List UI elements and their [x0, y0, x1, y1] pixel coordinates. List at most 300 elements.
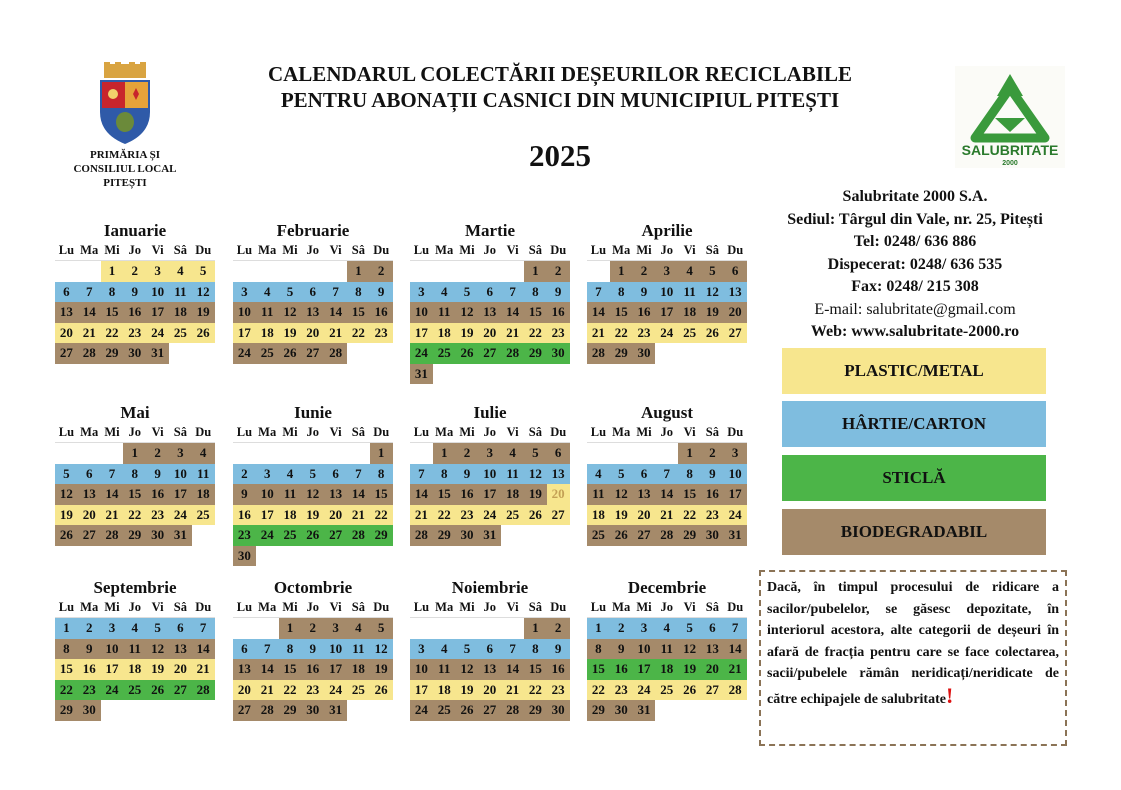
calendar-day: 6	[724, 261, 747, 282]
calendar-day: 17	[324, 659, 347, 680]
company-email[interactable]: E-mail: salubritate@gmail.com	[814, 300, 1016, 318]
month-name: Martie	[464, 221, 516, 240]
calendar-day: 10	[256, 484, 279, 505]
calendar-day: 22	[55, 680, 78, 701]
weekday-header: Vi	[501, 423, 524, 443]
calendar-day: 18	[501, 484, 524, 505]
calendar-day: 16	[123, 302, 146, 323]
calendar-day: 4	[279, 464, 302, 485]
calendar-day: 18	[169, 302, 192, 323]
calendar-day: 23	[123, 323, 146, 344]
calendar-day: 13	[78, 484, 101, 505]
weekday-header: Lu	[55, 241, 78, 261]
calendar-day: 16	[633, 302, 656, 323]
calendar-day: 23	[301, 680, 324, 701]
calendar-day: 11	[256, 302, 279, 323]
calendar-day: 15	[370, 484, 393, 505]
calendar-day: 18	[433, 680, 456, 701]
calendar-day: 13	[169, 639, 192, 660]
calendar-day: 12	[370, 639, 393, 660]
month-august	[587, 403, 747, 546]
calendar-day: 22	[610, 323, 633, 344]
month-days-grid	[587, 598, 747, 721]
calendar-day: 10	[169, 464, 192, 485]
calendar-day: 22	[347, 323, 370, 344]
calendar-day: 20	[324, 505, 347, 526]
calendar-day: 25	[433, 343, 456, 364]
calendar-day: 3	[233, 282, 256, 303]
month-days-grid	[410, 423, 570, 546]
calendar-day: 30	[547, 700, 570, 721]
weekday-header: Lu	[410, 423, 433, 443]
calendar-day: 19	[701, 302, 724, 323]
calendar-day: 11	[192, 464, 215, 485]
calendar-day: 26	[701, 323, 724, 344]
weekday-header: Vi	[678, 241, 701, 261]
calendar-day: 11	[655, 639, 678, 660]
calendar-day: 19	[301, 505, 324, 526]
calendar-day: 7	[587, 282, 610, 303]
calendar-day: 4	[501, 443, 524, 464]
month-februarie	[233, 221, 393, 364]
legend-biodegradable: BIODEGRADABIL	[782, 509, 1046, 555]
empty-day	[456, 618, 479, 639]
calendar-day: 8	[123, 464, 146, 485]
weekday-header: Mi	[633, 423, 656, 443]
calendar-day: 7	[324, 282, 347, 303]
page-subtitle: PENTRU ABONAȚII CASNICI DIN MUNICIPIUL PITEȘTI	[280, 88, 840, 112]
weekday-header: Ma	[78, 423, 101, 443]
calendar-day: 29	[587, 700, 610, 721]
empty-day	[501, 261, 524, 282]
calendar-day: 31	[724, 525, 747, 546]
calendar-day: 5	[55, 464, 78, 485]
calendar-day: 13	[233, 659, 256, 680]
weekday-header: Ma	[256, 598, 279, 618]
month-name: Mai	[120, 403, 150, 422]
calendar-day: 6	[478, 282, 501, 303]
calendar-day: 19	[192, 302, 215, 323]
weekday-header: Vi	[324, 241, 347, 261]
logo-subtext: 2000	[1002, 160, 1018, 167]
exclamation-mark: !	[945, 682, 954, 708]
calendar-day: 12	[146, 639, 169, 660]
month-noiembrie	[410, 578, 570, 721]
calendar-day: 20	[301, 323, 324, 344]
calendar-day: 11	[587, 484, 610, 505]
calendar-day: 6	[78, 464, 101, 485]
empty-day	[55, 443, 78, 464]
empty-day	[410, 261, 433, 282]
calendar-day: 18	[123, 659, 146, 680]
month-name: Decembrie	[627, 578, 707, 597]
calendar-day: 28	[256, 700, 279, 721]
weekday-header: Ma	[256, 423, 279, 443]
weekday-header: Mi	[101, 423, 124, 443]
calendar-day: 18	[256, 323, 279, 344]
calendar-day: 18	[279, 505, 302, 526]
empty-day	[410, 443, 433, 464]
notice-text: Dacă, în timpul procesului de ridicare a sacilor/pubelelor, se găsesc depozitate, în interiorul acestora, alte categorii de deșeuri în afară de fracția pentru care se face colectarea, sacii/pubelele rămân neridicați/neridicate de către echipajele de salubritate	[767, 580, 1059, 707]
calendar-day: 12	[678, 639, 701, 660]
calendar-day: 15	[55, 659, 78, 680]
calendar-day: 7	[347, 464, 370, 485]
weekday-header: Lu	[233, 241, 256, 261]
month-days-grid	[233, 241, 393, 364]
calendar-day: 27	[169, 680, 192, 701]
calendar-day: 2	[301, 618, 324, 639]
calendar-day: 4	[587, 464, 610, 485]
calendar-day: 2	[547, 261, 570, 282]
month-days-grid	[233, 598, 393, 721]
calendar-day: 28	[347, 525, 370, 546]
empty-day	[610, 443, 633, 464]
weekday-header: Vi	[678, 598, 701, 618]
calendar-day: 12	[456, 302, 479, 323]
calendar-day: 20	[78, 505, 101, 526]
weekday-header: Ma	[610, 241, 633, 261]
calendar-day: 16	[301, 659, 324, 680]
calendar-day: 26	[301, 525, 324, 546]
calendar-day: 20	[547, 484, 570, 505]
calendar-day: 4	[256, 282, 279, 303]
calendar-day: 23	[701, 505, 724, 526]
weekday-header: Du	[370, 423, 393, 443]
calendar-day: 22	[524, 680, 547, 701]
calendar-day: 4	[433, 282, 456, 303]
calendar-day: 3	[324, 618, 347, 639]
calendar-day: 16	[370, 302, 393, 323]
calendar-day: 25	[587, 525, 610, 546]
calendar-day: 23	[633, 323, 656, 344]
calendar-day: 24	[655, 323, 678, 344]
calendar-day: 17	[724, 484, 747, 505]
calendar-day: 15	[433, 484, 456, 505]
calendar-day: 15	[101, 302, 124, 323]
empty-day	[279, 261, 302, 282]
calendar-day: 16	[146, 484, 169, 505]
weekday-header: Lu	[587, 241, 610, 261]
calendar-day: 17	[655, 302, 678, 323]
calendar-day: 11	[347, 639, 370, 660]
month-days-grid	[233, 423, 393, 566]
month-ianuarie	[55, 221, 215, 364]
weekday-header: Ma	[610, 423, 633, 443]
calendar-day: 1	[678, 443, 701, 464]
weekday-header: Jo	[123, 241, 146, 261]
authority-label	[55, 148, 195, 190]
weekday-header: Sâ	[169, 423, 192, 443]
calendar-day: 11	[123, 639, 146, 660]
month-days-grid	[410, 241, 570, 384]
calendar-day: 23	[456, 505, 479, 526]
calendar-day: 7	[101, 464, 124, 485]
calendar-day: 4	[678, 261, 701, 282]
month-days-grid	[55, 241, 215, 364]
calendar-day: 11	[433, 659, 456, 680]
calendar-day: 9	[146, 464, 169, 485]
calendar-day: 20	[233, 680, 256, 701]
empty-day	[55, 261, 78, 282]
empty-day	[256, 618, 279, 639]
month-aprilie	[587, 221, 747, 364]
calendar-day: 30	[633, 343, 656, 364]
empty-day	[478, 261, 501, 282]
calendar-day: 29	[433, 525, 456, 546]
calendar-day: 6	[633, 464, 656, 485]
calendar-day: 12	[301, 484, 324, 505]
calendar-day: 22	[587, 680, 610, 701]
calendar-day: 13	[478, 659, 501, 680]
calendar-day: 28	[192, 680, 215, 701]
weekday-header: Ma	[78, 241, 101, 261]
weekday-header: Vi	[146, 241, 169, 261]
calendar-day: 27	[547, 505, 570, 526]
weekday-header: Jo	[301, 423, 324, 443]
calendar-day: 3	[169, 443, 192, 464]
weekday-header: Sâ	[701, 423, 724, 443]
calendar-day: 12	[610, 484, 633, 505]
weekday-header: Sâ	[169, 598, 192, 618]
calendar-day: 16	[547, 302, 570, 323]
calendar-day: 15	[678, 484, 701, 505]
weekday-header: Du	[192, 241, 215, 261]
weekday-header: Mi	[456, 241, 479, 261]
calendar-day: 9	[301, 639, 324, 660]
month-martie	[410, 221, 570, 384]
calendar-day: 7	[724, 618, 747, 639]
calendar-day: 14	[324, 302, 347, 323]
calendar-day: 3	[633, 618, 656, 639]
empty-day	[478, 618, 501, 639]
weekday-header: Jo	[655, 423, 678, 443]
empty-day	[433, 618, 456, 639]
weekday-header: Mi	[279, 241, 302, 261]
weekday-header: Jo	[478, 598, 501, 618]
calendar-day: 16	[456, 484, 479, 505]
calendar-day: 31	[478, 525, 501, 546]
company-tel: Tel: 0248/ 636 886	[853, 233, 977, 250]
calendar-day: 4	[123, 618, 146, 639]
calendar-day: 21	[101, 505, 124, 526]
month-name: Aprilie	[641, 221, 693, 240]
calendar-day: 29	[123, 525, 146, 546]
calendar-day: 8	[370, 464, 393, 485]
month-iulie	[410, 403, 570, 546]
calendar-day: 17	[256, 505, 279, 526]
weekday-header: Vi	[146, 598, 169, 618]
empty-day	[256, 261, 279, 282]
month-name: Octombrie	[273, 578, 353, 597]
calendar-day: 2	[456, 443, 479, 464]
calendar-day: 28	[724, 680, 747, 701]
calendar-day: 23	[146, 505, 169, 526]
calendar-day: 27	[478, 700, 501, 721]
calendar-day: 29	[610, 343, 633, 364]
calendar-day: 24	[101, 680, 124, 701]
calendar-day: 24	[410, 343, 433, 364]
weekday-header: Vi	[324, 423, 347, 443]
calendar-day: 9	[456, 464, 479, 485]
page-title: CALENDARUL COLECTĂRII DEȘEURILOR RECICLABILE	[267, 62, 853, 86]
calendar-day: 2	[123, 261, 146, 282]
calendar-day: 2	[146, 443, 169, 464]
calendar-day: 20	[169, 659, 192, 680]
calendar-day: 1	[370, 443, 393, 464]
calendar-day: 10	[633, 639, 656, 660]
weekday-header: Lu	[233, 598, 256, 618]
calendar-day: 30	[233, 546, 256, 567]
calendar-day: 20	[478, 323, 501, 344]
calendar-day: 11	[433, 302, 456, 323]
collection-notice	[759, 570, 1067, 746]
calendar-day: 14	[587, 302, 610, 323]
month-iunie	[233, 403, 393, 566]
calendar-day: 14	[724, 639, 747, 660]
calendar-day: 27	[233, 700, 256, 721]
calendar-day: 14	[192, 639, 215, 660]
calendar-day: 24	[169, 505, 192, 526]
calendar-day: 7	[192, 618, 215, 639]
calendar-day: 24	[146, 323, 169, 344]
calendar-day: 6	[55, 282, 78, 303]
calendar-day: 24	[233, 343, 256, 364]
calendar-day: 12	[279, 302, 302, 323]
calendar-day: 26	[146, 680, 169, 701]
calendar-day: 24	[478, 505, 501, 526]
weekday-header: Mi	[101, 598, 124, 618]
weekday-header: Vi	[324, 598, 347, 618]
month-decembrie	[587, 578, 747, 721]
calendar-day: 15	[587, 659, 610, 680]
calendar-day: 14	[256, 659, 279, 680]
calendar-day: 30	[123, 343, 146, 364]
calendar-day: 17	[146, 302, 169, 323]
calendar-day: 25	[433, 700, 456, 721]
calendar-day: 24	[633, 680, 656, 701]
calendar-day: 29	[101, 343, 124, 364]
calendar-day: 7	[501, 639, 524, 660]
calendar-day: 6	[547, 443, 570, 464]
calendar-day: 29	[370, 525, 393, 546]
calendar-day: 11	[501, 464, 524, 485]
weekday-header: Sâ	[347, 423, 370, 443]
calendar-day: 8	[433, 464, 456, 485]
calendar-day: 14	[347, 484, 370, 505]
calendar-day: 21	[501, 323, 524, 344]
calendar-day: 1	[123, 443, 146, 464]
calendar-day: 27	[78, 525, 101, 546]
calendar-day: 20	[478, 680, 501, 701]
calendar-day: 26	[192, 323, 215, 344]
empty-day	[233, 261, 256, 282]
calendar-day: 10	[101, 639, 124, 660]
calendar-day: 7	[256, 639, 279, 660]
calendar-day: 15	[524, 659, 547, 680]
calendar-day: 30	[456, 525, 479, 546]
calendar-day: 21	[501, 680, 524, 701]
month-septembrie	[55, 578, 215, 721]
month-days-grid	[410, 598, 570, 721]
calendar-day: 14	[501, 302, 524, 323]
weekday-header: Du	[192, 423, 215, 443]
calendar-day: 7	[410, 464, 433, 485]
calendar-day: 16	[701, 484, 724, 505]
calendar-day: 30	[610, 700, 633, 721]
month-name: August	[641, 403, 693, 422]
calendar-day: 31	[169, 525, 192, 546]
weekday-header: Vi	[501, 241, 524, 261]
calendar-day: 5	[456, 282, 479, 303]
company-web[interactable]: Web: www.salubritate-2000.ro	[810, 323, 1020, 340]
calendar-day: 16	[547, 659, 570, 680]
calendar-day: 13	[724, 282, 747, 303]
month-days-grid	[587, 423, 747, 546]
calendar-day: 9	[123, 282, 146, 303]
calendar-day: 30	[78, 700, 101, 721]
calendar-day: 28	[587, 343, 610, 364]
calendar-day: 10	[724, 464, 747, 485]
month-name: Februarie	[276, 221, 350, 240]
calendar-day: 17	[410, 323, 433, 344]
calendar-day: 2	[633, 261, 656, 282]
calendar-day: 29	[524, 700, 547, 721]
calendar-day: 17	[410, 680, 433, 701]
calendar-day: 7	[78, 282, 101, 303]
calendar-day: 25	[192, 505, 215, 526]
calendar-day: 25	[347, 680, 370, 701]
calendar-day: 9	[547, 282, 570, 303]
weekday-header: Sâ	[701, 241, 724, 261]
calendar-day: 27	[633, 525, 656, 546]
calendar-day: 19	[456, 323, 479, 344]
weekday-header: Lu	[233, 423, 256, 443]
calendar-day: 22	[678, 505, 701, 526]
calendar-day: 15	[524, 302, 547, 323]
calendar-day: 19	[524, 484, 547, 505]
calendar-day: 3	[478, 443, 501, 464]
calendar-day: 15	[347, 302, 370, 323]
weekday-header: Lu	[410, 598, 433, 618]
empty-day	[78, 443, 101, 464]
calendar-day: 14	[101, 484, 124, 505]
weekday-header: Du	[724, 423, 747, 443]
calendar-day: 26	[678, 680, 701, 701]
calendar-day: 16	[78, 659, 101, 680]
calendar-day: 6	[701, 618, 724, 639]
weekday-header: Mi	[456, 598, 479, 618]
calendar-day: 9	[701, 464, 724, 485]
calendar-day: 24	[256, 525, 279, 546]
calendar-day: 15	[610, 302, 633, 323]
weekday-header: Ma	[256, 241, 279, 261]
calendar-day: 26	[279, 343, 302, 364]
empty-day	[256, 443, 279, 464]
weekday-header: Du	[547, 241, 570, 261]
calendar-day: 6	[169, 618, 192, 639]
weekday-header: Vi	[501, 598, 524, 618]
weekday-header: Du	[370, 598, 393, 618]
calendar-day: 23	[547, 323, 570, 344]
empty-day	[655, 443, 678, 464]
calendar-day: 23	[78, 680, 101, 701]
empty-day	[233, 618, 256, 639]
weekday-header: Jo	[301, 598, 324, 618]
calendar-day: 19	[55, 505, 78, 526]
weekday-header: Lu	[587, 598, 610, 618]
calendar-day: 21	[256, 680, 279, 701]
calendar-day: 25	[501, 505, 524, 526]
